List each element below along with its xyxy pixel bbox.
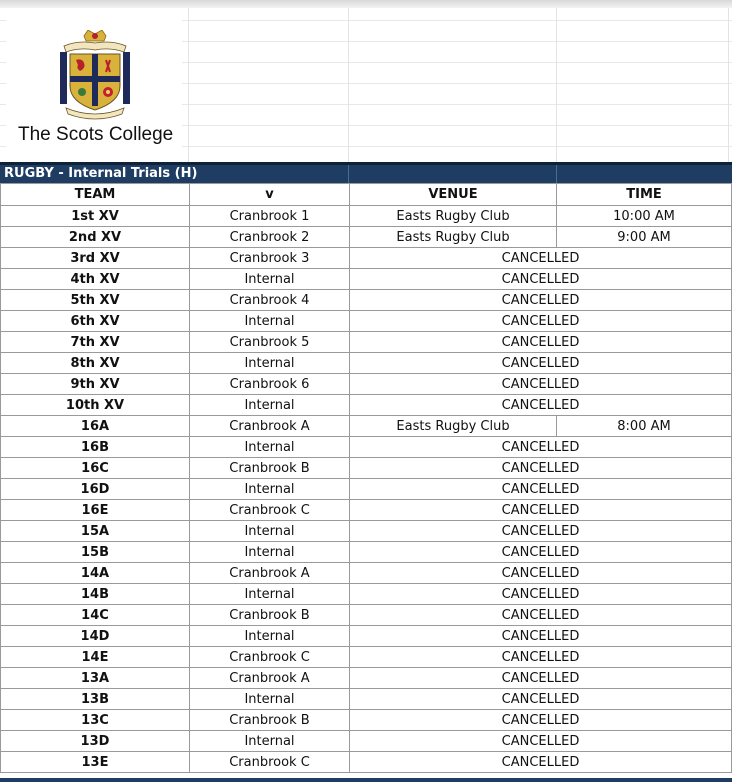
opponent-cell[interactable]: Cranbrook C: [190, 647, 350, 668]
sheet-bottom-bar: [0, 778, 732, 782]
status-cell[interactable]: CANCELLED: [350, 752, 732, 773]
status-cell[interactable]: CANCELLED: [350, 374, 732, 395]
status-cell[interactable]: CANCELLED: [350, 689, 732, 710]
opponent-cell[interactable]: Cranbrook B: [190, 710, 350, 731]
table-row: [1, 248, 732, 269]
venue-cell[interactable]: Easts Rugby Club: [350, 416, 557, 437]
status-cell[interactable]: CANCELLED: [350, 605, 732, 626]
team-cell[interactable]: 13C: [1, 710, 190, 731]
table-row: [1, 689, 732, 710]
team-cell[interactable]: 3rd XV: [1, 248, 190, 269]
status-cell[interactable]: CANCELLED: [350, 668, 732, 689]
opponent-cell[interactable]: Internal: [190, 521, 350, 542]
table-row: [1, 500, 732, 521]
title-bar-divider: [348, 165, 349, 183]
college-crest-icon: [58, 30, 132, 120]
status-cell[interactable]: CANCELLED: [350, 521, 732, 542]
table-row: [1, 584, 732, 605]
column-header-team[interactable]: TEAM: [1, 184, 190, 206]
opponent-cell[interactable]: Cranbrook A: [190, 563, 350, 584]
team-cell[interactable]: 6th XV: [1, 311, 190, 332]
team-cell[interactable]: 10th XV: [1, 395, 190, 416]
table-row: [1, 269, 732, 290]
team-cell[interactable]: 15B: [1, 542, 190, 563]
status-cell[interactable]: CANCELLED: [350, 353, 732, 374]
time-cell[interactable]: 8:00 AM: [557, 416, 732, 437]
team-cell[interactable]: 14C: [1, 605, 190, 626]
opponent-cell[interactable]: Internal: [190, 689, 350, 710]
status-cell[interactable]: CANCELLED: [350, 311, 732, 332]
team-cell[interactable]: 9th XV: [1, 374, 190, 395]
table-row: [1, 416, 732, 437]
opponent-cell[interactable]: Cranbrook 4: [190, 290, 350, 311]
status-cell[interactable]: CANCELLED: [350, 584, 732, 605]
sheet-title: RUGBY - Internal Trials (H): [4, 166, 198, 181]
table-row: [1, 374, 732, 395]
table-row: [1, 437, 732, 458]
sheet-title-bar: [0, 162, 732, 183]
status-cell[interactable]: CANCELLED: [350, 332, 732, 353]
college-name: The Scots College: [18, 124, 174, 145]
opponent-cell[interactable]: Cranbrook 1: [190, 206, 350, 227]
table-row: [1, 605, 732, 626]
team-cell[interactable]: 4th XV: [1, 269, 190, 290]
team-cell[interactable]: 7th XV: [1, 332, 190, 353]
table-row: [1, 710, 732, 731]
table-row: [1, 668, 732, 689]
title-bar-divider: [556, 165, 557, 183]
team-cell[interactable]: 14E: [1, 647, 190, 668]
team-cell[interactable]: 5th XV: [1, 290, 190, 311]
opponent-cell[interactable]: Cranbrook A: [190, 668, 350, 689]
opponent-cell[interactable]: Internal: [190, 731, 350, 752]
table-row: [1, 353, 732, 374]
opponent-cell[interactable]: Cranbrook 2: [190, 227, 350, 248]
opponent-cell[interactable]: Cranbrook B: [190, 458, 350, 479]
opponent-cell[interactable]: Internal: [190, 437, 350, 458]
column-header-venue[interactable]: VENUE: [350, 184, 557, 206]
opponent-cell[interactable]: Cranbrook 5: [190, 332, 350, 353]
team-cell[interactable]: 13A: [1, 668, 190, 689]
opponent-cell[interactable]: Internal: [190, 584, 350, 605]
opponent-cell[interactable]: Cranbrook C: [190, 500, 350, 521]
team-cell[interactable]: 13B: [1, 689, 190, 710]
table-row: [1, 332, 732, 353]
fixtures-table-body: [1, 206, 732, 773]
venue-cell[interactable]: Easts Rugby Club: [350, 206, 557, 227]
opponent-cell[interactable]: Cranbrook B: [190, 605, 350, 626]
opponent-cell[interactable]: Internal: [190, 353, 350, 374]
status-cell[interactable]: CANCELLED: [350, 248, 732, 269]
opponent-cell[interactable]: Internal: [190, 479, 350, 500]
team-cell[interactable]: 14D: [1, 626, 190, 647]
team-cell[interactable]: 8th XV: [1, 353, 190, 374]
opponent-cell[interactable]: Internal: [190, 311, 350, 332]
table-row: [1, 290, 732, 311]
column-header-time[interactable]: TIME: [557, 184, 732, 206]
venue-cell[interactable]: Easts Rugby Club: [350, 227, 557, 248]
status-cell[interactable]: CANCELLED: [350, 479, 732, 500]
team-cell[interactable]: 16D: [1, 479, 190, 500]
column-header-strip: [0, 0, 732, 8]
opponent-cell[interactable]: Internal: [190, 542, 350, 563]
team-cell[interactable]: 15A: [1, 521, 190, 542]
opponent-cell[interactable]: Internal: [190, 269, 350, 290]
team-cell[interactable]: 16A: [1, 416, 190, 437]
team-cell[interactable]: 2nd XV: [1, 227, 190, 248]
college-logo: [6, 20, 182, 158]
status-cell[interactable]: CANCELLED: [350, 647, 732, 668]
table-row: [1, 206, 732, 227]
status-cell[interactable]: CANCELLED: [350, 710, 732, 731]
opponent-cell[interactable]: Cranbrook C: [190, 752, 350, 773]
table-row: [1, 752, 732, 773]
table-row: [1, 647, 732, 668]
table-row: [1, 521, 732, 542]
table-row: [1, 563, 732, 584]
time-cell[interactable]: 10:00 AM: [557, 206, 732, 227]
team-cell[interactable]: 16B: [1, 437, 190, 458]
status-cell[interactable]: CANCELLED: [350, 542, 732, 563]
time-cell[interactable]: 9:00 AM: [557, 227, 732, 248]
team-cell[interactable]: 13D: [1, 731, 190, 752]
opponent-cell[interactable]: Cranbrook A: [190, 416, 350, 437]
team-cell[interactable]: 16E: [1, 500, 190, 521]
table-row: [1, 626, 732, 647]
table-row: [1, 458, 732, 479]
status-cell[interactable]: CANCELLED: [350, 731, 732, 752]
opponent-cell[interactable]: Internal: [190, 626, 350, 647]
column-header-opponent[interactable]: v: [190, 184, 350, 206]
table-row: [1, 479, 732, 500]
table-row: [1, 395, 732, 416]
team-cell[interactable]: 14B: [1, 584, 190, 605]
table-row: [1, 311, 732, 332]
team-cell[interactable]: 16C: [1, 458, 190, 479]
opponent-cell[interactable]: Cranbrook 6: [190, 374, 350, 395]
status-cell[interactable]: CANCELLED: [350, 563, 732, 584]
opponent-cell[interactable]: Internal: [190, 395, 350, 416]
status-cell[interactable]: CANCELLED: [350, 269, 732, 290]
team-cell[interactable]: 14A: [1, 563, 190, 584]
table-header-row: [1, 184, 732, 206]
fixtures-table: [0, 183, 732, 773]
status-cell[interactable]: CANCELLED: [350, 626, 732, 647]
status-cell[interactable]: CANCELLED: [350, 290, 732, 311]
table-row: [1, 731, 732, 752]
status-cell[interactable]: CANCELLED: [350, 500, 732, 521]
status-cell[interactable]: CANCELLED: [350, 458, 732, 479]
team-cell[interactable]: 1st XV: [1, 206, 190, 227]
table-row: [1, 227, 732, 248]
table-row: [1, 542, 732, 563]
opponent-cell[interactable]: Cranbrook 3: [190, 248, 350, 269]
status-cell[interactable]: CANCELLED: [350, 395, 732, 416]
status-cell[interactable]: CANCELLED: [350, 437, 732, 458]
team-cell[interactable]: 13E: [1, 752, 190, 773]
